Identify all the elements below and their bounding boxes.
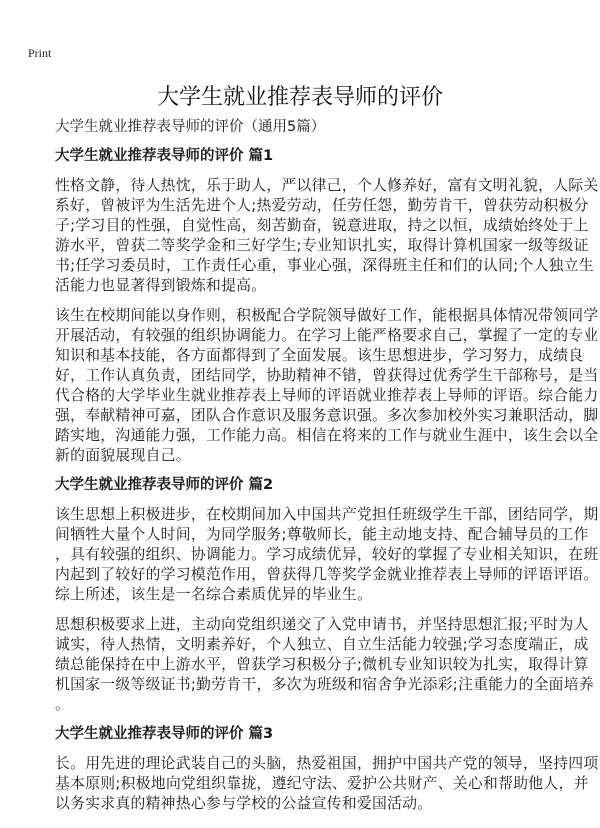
document-title: 大学生就业推荐表导师的评价 bbox=[156, 85, 443, 110]
paragraph bbox=[55, 176, 599, 296]
paragraph-line: 活能力也显著得到锻炼和提高。 bbox=[55, 277, 267, 294]
paragraph-line: 诚实，待人热情，文明素养好，个人独立、自立生活能力较强;学习态度端正，成 bbox=[55, 636, 589, 653]
paragraph bbox=[55, 615, 594, 715]
paragraph-line: 性格文静，待人热忱，乐于助人，严以律己，个人修养好，富有文明礼貌，人际关 bbox=[55, 177, 599, 194]
paragraph-line: 游水平，曾获二等奖学金和三好学生;专业知识扎实，取得计算机国家一级等级证 bbox=[55, 237, 589, 254]
paragraph-line: 开展活动，有较强的组织协调能力。在学习上能严格要求自己，掌握了一定的专业 bbox=[55, 327, 599, 344]
paragraph-line: 绩总能保持在中上游水平，曾获学习积极分子;微机专业知识较为扎实，取得计算 bbox=[55, 656, 589, 673]
paragraph-line: 。 bbox=[55, 696, 71, 713]
document-subtitle: 大学生就业推荐表导师的评价（通用5篇） bbox=[55, 119, 326, 135]
paragraph-line: 内起到了较好的学习模范作用，曾获得几等奖学金就业推荐表上导师的评语评语。 bbox=[55, 566, 599, 583]
paragraph-line: 基本原则;积极地向党组织靠拢，遵纪守法、爱护公共财产、关心和帮助他人，并 bbox=[55, 775, 589, 792]
paragraph bbox=[55, 306, 599, 466]
paragraph-line: 好，工作认真负责，团结同学，协助精神不错，曾获得过优秀学生干部称号，是当 bbox=[55, 367, 599, 384]
paragraph-line: 子;学习目的性强，自觉性高，刻苦勤奋，锐意进取，持之以恒，成绩始终处于上 bbox=[55, 217, 589, 234]
paragraph-line: 该生思想上积极进步，在校期间加入中国共产党担任班级学生干部，团结同学，期 bbox=[55, 506, 599, 523]
paragraph-line: 书;任学习委员时，工作责任心重，事业心强，深得班主任和们的认同;个人独立生 bbox=[55, 257, 594, 274]
section-heading: 大学生就业推荐表导师的评价 篇1 bbox=[55, 148, 274, 164]
paragraph-line: 间牺牲大量个人时间，为同学服务;尊敬师长，能主动地支持、配合辅导员的工作 bbox=[55, 526, 589, 543]
paragraph-line: 新的面貌展现自己。 bbox=[55, 447, 191, 464]
paragraph-line: 强，奉献精神可嘉，团队合作意识及服务意识强。多次参加校外实习兼职活动，脚 bbox=[55, 407, 599, 424]
paragraph-line: 长。用先进的理论武装自己的头脑，热爱祖国，拥护中国共产党的领导，坚持四项 bbox=[55, 755, 599, 772]
paragraph-line: 机国家一级等级证书;勤劳肯干，多次为班级和宿舍争光添彩;注重能力的全面培养 bbox=[55, 676, 594, 693]
paragraph-line: ，具有较强的组织、协调能力。学习成绩优异，较好的掌握了专业相关知识，在班 bbox=[55, 546, 599, 563]
print-link[interactable]: Print bbox=[28, 46, 52, 60]
paragraph-line: 以务实求真的精神热心参与学校的公益宣传和爱国活动。 bbox=[55, 795, 433, 812]
paragraph bbox=[55, 505, 599, 605]
paragraph-line: 代合格的大学毕业生就业推荐表上导师的评语就业推荐表上导师的评语。综合能力 bbox=[55, 387, 599, 404]
paragraph-line: 踏实地，沟通能力强，工作能力高。相信在将来的工作与就业生涯中，该生会以全 bbox=[55, 427, 599, 444]
paragraph-line: 思想积极要求上进，主动向党组织递交了入党申请书，并坚持思想汇报;平时为人 bbox=[55, 616, 589, 633]
paragraph-line: 知识和基本技能，各方面都得到了全面发展。该生思想进步，学习努力，成绩良 bbox=[55, 347, 584, 364]
paragraph-line: 系好，曾被评为生活先进个人;热爱劳动，任劳任怨，勤劳肯干，曾获劳动积极分 bbox=[55, 197, 589, 214]
section-heading: 大学生就业推荐表导师的评价 篇2 bbox=[55, 477, 274, 493]
section-heading: 大学生就业推荐表导师的评价 篇3 bbox=[55, 726, 274, 742]
paragraph-line: 综上所述，该生是一名综合素质优异的毕业生。 bbox=[55, 586, 373, 603]
paragraph-line: 该生在校期间能以身作则，积极配合学院领导做好工作，能根据具体情况带领同学 bbox=[55, 307, 599, 324]
document-body bbox=[55, 118, 599, 824]
paragraph bbox=[55, 754, 599, 814]
